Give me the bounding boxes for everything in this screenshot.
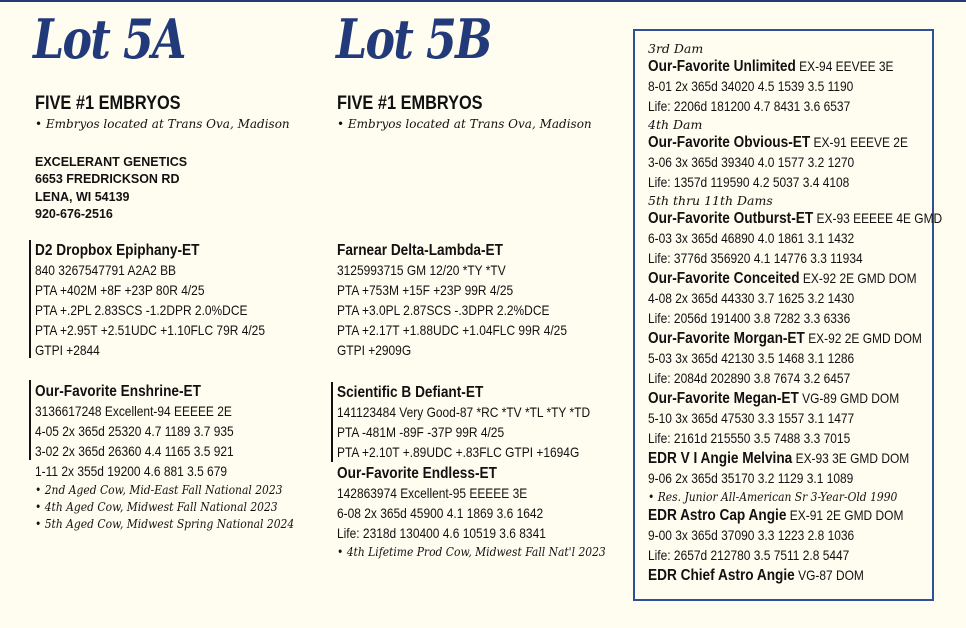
- sire-line: 3125993715 GM 12/20 *TY *TV: [337, 263, 506, 278]
- dam-sire-line: PTA +2.10T +.89UDC +.83FLC GTPI +1694G: [337, 445, 580, 460]
- record-line: Life: 2084d 202890 3.8 7674 3.2 6457: [648, 371, 851, 386]
- sire-line: GTPI +2909G: [337, 343, 412, 358]
- record-line: Life: 2657d 212780 3.5 7511 2.8 5447: [648, 548, 850, 563]
- sire-line: PTA +2.95T +2.51UDC +1.10FLC 79R 4/25: [35, 323, 265, 338]
- address-line: 6653 FREDRICKSON RD: [35, 172, 180, 187]
- address-line: EXCELERANT GENETICS: [35, 155, 188, 169]
- record-line: Life: 1357d 119590 4.2 5037 3.4 4108: [648, 175, 850, 190]
- sire-line: PTA +753M +15F +23P 99R 4/25: [337, 283, 514, 298]
- dam-name: EDR V I Angie Melvina EX-93 3E GMD DOM: [648, 450, 910, 467]
- lot-5a-dam: [35, 381, 330, 533]
- dam-name: Our-Favorite Morgan-ET EX-92 2E GMD DOM: [648, 330, 922, 347]
- lot-5b-heading: FIVE #1 EMBRYOS: [337, 93, 483, 114]
- dam-line: 3136617248 Excellent-94 EEEEE 2E: [35, 404, 232, 419]
- dam-name: Our-Favorite Endless-ET: [337, 465, 497, 482]
- award-line: • 4th Lifetime Prod Cow, Midwest Fall Nat'l 2023: [337, 545, 606, 559]
- dam-sire-line: 141123484 Very Good-87 *RC *TV *TL *TY *TD: [337, 405, 591, 420]
- lot-5b-dam-sire: [337, 382, 625, 463]
- dam-name: EDR Astro Cap Angie EX-91 2E GMD DOM: [648, 507, 904, 524]
- sire-line: PTA +3.0PL 2.87SCS -.3DPR 2.2%DCE: [337, 303, 550, 318]
- record-line: 9-00 3x 365d 37090 3.3 1223 2.8 1036: [648, 528, 855, 543]
- record-line: 5-10 3x 365d 47530 3.3 1557 3.1 1477: [648, 411, 855, 426]
- record-line: 5-03 3x 365d 42130 3.5 1468 3.1 1286: [648, 351, 855, 366]
- lot-5b-dam: [337, 463, 642, 561]
- sire-name: D2 Dropbox Epiphany-ET: [35, 242, 200, 259]
- lot-5b-title: Lot 5B: [336, 7, 491, 71]
- pedigree-panel: [633, 29, 943, 601]
- record-line: 8-01 2x 365d 34020 4.5 1539 3.5 1190: [648, 79, 854, 94]
- record-line: Life: 2206d 181200 4.7 8431 3.6 6537: [648, 99, 851, 114]
- lot-5a-sire: [35, 240, 296, 361]
- award-line: • 5th Aged Cow, Midwest Spring National 2024: [35, 517, 295, 531]
- dam-sire-bar: [331, 382, 333, 462]
- dam-line: 4-05 2x 365d 25320 4.7 1189 3.7 935: [35, 424, 234, 439]
- sire-name: Farnear Delta-Lambda-ET: [337, 242, 504, 259]
- dam-sire-name: Scientific B Defiant-ET: [337, 384, 484, 401]
- lot-5a-title: Lot 5A: [33, 7, 185, 71]
- award-line: • Res. Junior All-American Sr 3-Year-Old 1990: [648, 490, 898, 504]
- record-line: 3-06 3x 365d 39340 4.0 1577 3.2 1270: [648, 155, 855, 170]
- lot-5b-location: • Embryos located at Trans Ova, Madison: [337, 117, 592, 131]
- lot-5a-heading: FIVE #1 EMBRYOS: [35, 93, 181, 114]
- sire-line: PTA +402M +8F +23P 80R 4/25: [35, 283, 205, 298]
- record-line: 9-06 2x 365d 35170 3.2 1129 3.1 1089: [648, 471, 854, 486]
- dam-line: 3-02 2x 365d 26360 4.4 1165 3.5 921: [35, 444, 234, 459]
- dam-line: Life: 2318d 130400 4.6 10519 3.6 8341: [337, 526, 546, 541]
- sire-line: 840 3267547791 A2A2 BB: [35, 263, 177, 278]
- dam-name: Our-Favorite Outburst-ET EX-93 EEEEE 4E GMD: [648, 210, 943, 227]
- dam-bar: [29, 380, 31, 460]
- record-line: Life: 3776d 356920 4.1 14776 3.3 11934: [648, 251, 863, 266]
- dam-sire-line: PTA -481M -89F -37P 99R 4/25: [337, 425, 505, 440]
- record-line: Life: 2056d 191400 3.8 7282 3.3 6336: [648, 311, 851, 326]
- fourth-dam-name: Our-Favorite Obvious-ET EX-91 EEEVE 2E: [648, 134, 908, 151]
- lot-5a-location: • Embryos located at Trans Ova, Madison: [35, 117, 290, 131]
- award-line: • 2nd Aged Cow, Mid-East Fall National 2023: [35, 483, 283, 497]
- fourth-dam-label: 4th Dam: [648, 117, 703, 132]
- dam-name: Our-Favorite Conceited EX-92 2E GMD DOM: [648, 270, 917, 287]
- sire-line: PTA +2.17T +1.88UDC +1.04FLC 99R 4/25: [337, 323, 567, 338]
- dam-line: 1-11 2x 355d 19200 4.6 881 3.5 679: [35, 464, 228, 479]
- award-line: • 4th Aged Cow, Midwest Fall National 2023: [35, 500, 278, 514]
- address-line: LENA, WI 54139: [35, 189, 130, 204]
- lot-5b-sire: [337, 240, 598, 361]
- record-line: 4-08 2x 365d 44330 3.7 1625 3.2 1430: [648, 291, 855, 306]
- record-line: 6-03 3x 365d 46890 4.0 1861 3.1 1432: [648, 231, 855, 246]
- third-dam-label: 3rd Dam: [648, 41, 704, 56]
- dam-name: Our-Favorite Megan-ET VG-89 GMD DOM: [648, 390, 900, 407]
- address-line: 920-676-2516: [35, 206, 113, 221]
- record-line: Life: 2161d 215550 3.5 7488 3.3 7015: [648, 431, 851, 446]
- sire-line: GTPI +2844: [35, 343, 100, 358]
- top-rule: [0, 0, 966, 2]
- dam-line: 6-08 2x 365d 45900 4.1 1869 3.6 1642: [337, 506, 544, 521]
- consignor-address: [35, 154, 187, 223]
- sire-line: PTA +.2PL 2.83SCS -1.2DPR 2.0%DCE: [35, 303, 248, 318]
- pedigree-content: [648, 41, 966, 586]
- later-dams-label: 5th thru 11th Dams: [648, 193, 773, 208]
- dam-line: 142863974 Excellent-95 EEEEE 3E: [337, 486, 528, 501]
- sire-bar: [29, 240, 31, 358]
- third-dam-name: Our-Favorite Unlimited EX-94 EEVEE 3E: [648, 58, 894, 75]
- dam-name: Our-Favorite Enshrine-ET: [35, 383, 201, 400]
- dam-name: EDR Chief Astro Angie VG-87 DOM: [648, 567, 864, 584]
